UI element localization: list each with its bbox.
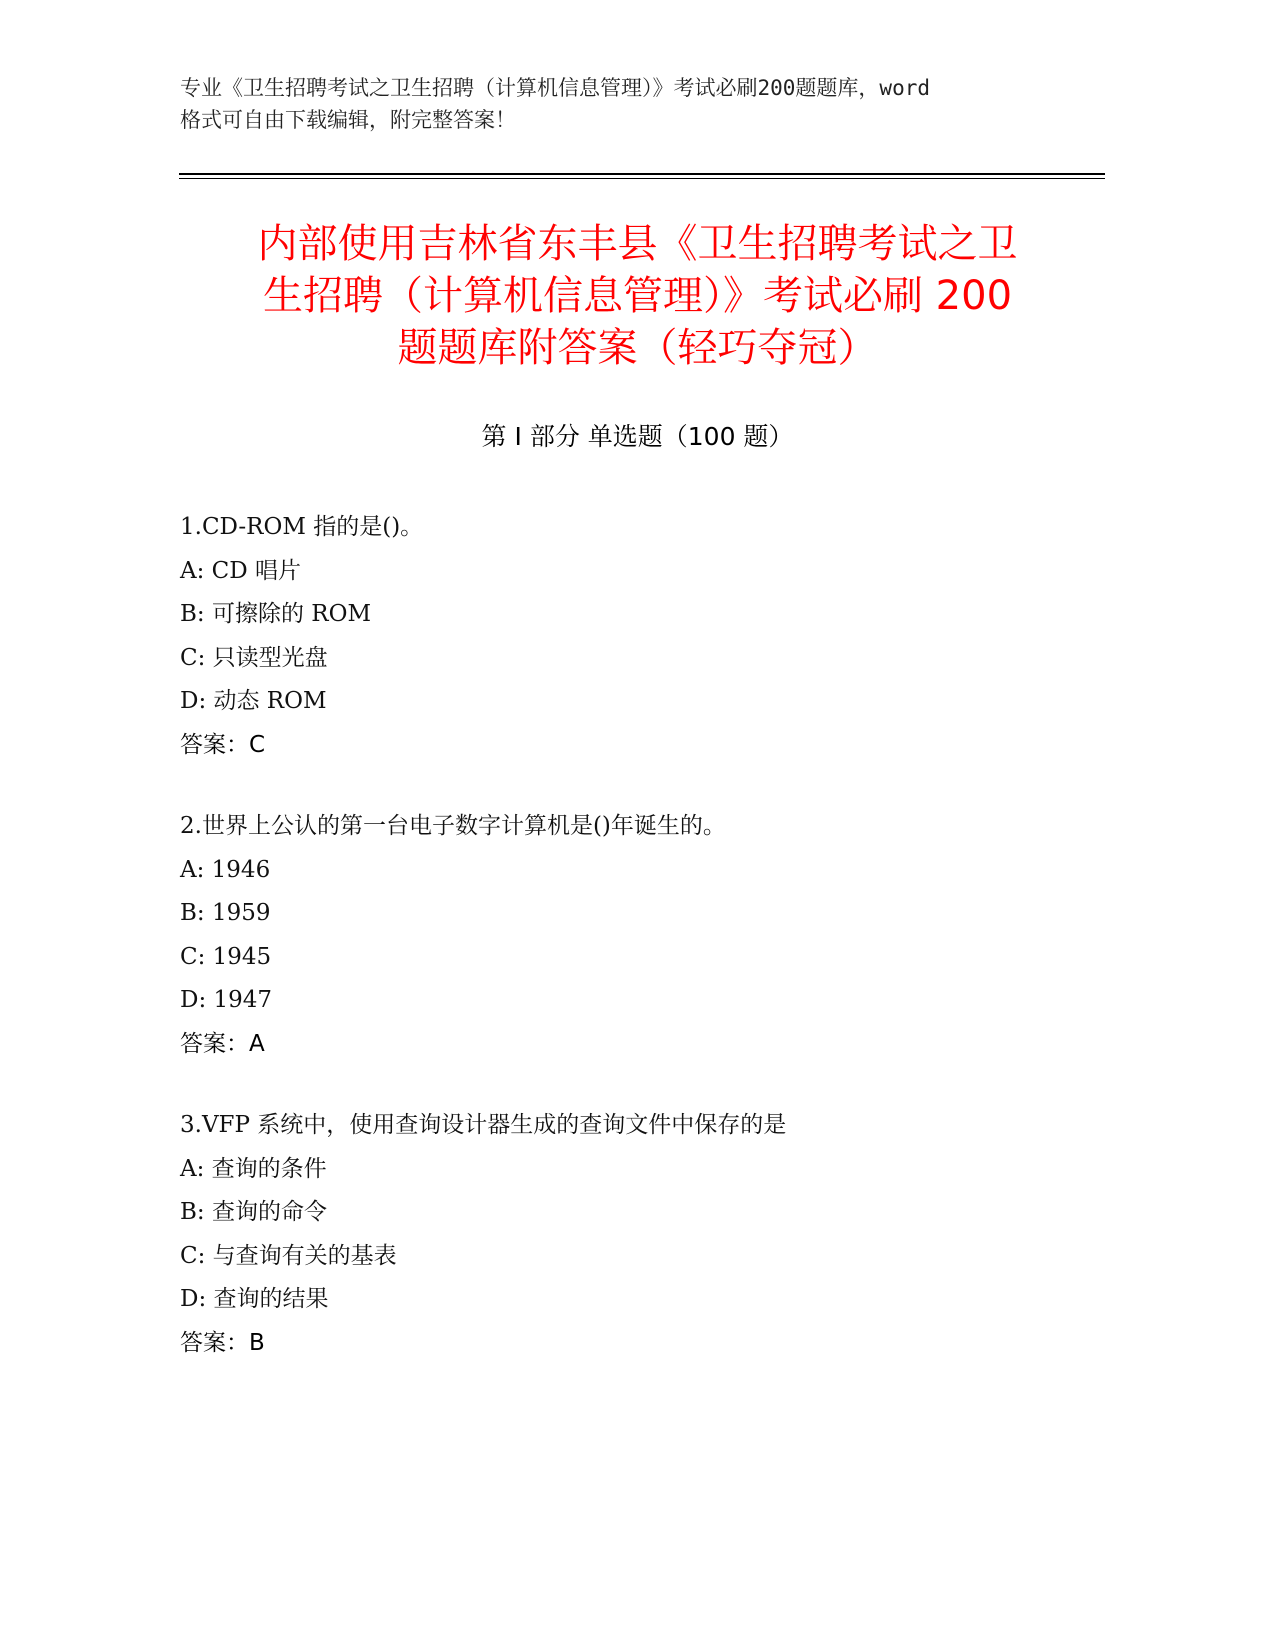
option-b: B: 查询的命令: [180, 1199, 327, 1225]
question-1: [180, 506, 1120, 767]
question-list: [180, 506, 1120, 1403]
answer: 答案：B: [180, 1329, 265, 1356]
option-c: C: 1945: [180, 943, 272, 970]
answer: 答案：A: [180, 1030, 265, 1057]
option-c: C: 与查询有关的基表: [180, 1242, 397, 1269]
header-note-line2: 格式可自由下载编辑，附完整答案！: [180, 108, 516, 132]
document-title: [150, 218, 1125, 374]
option-a: A: 查询的条件: [180, 1155, 327, 1182]
question-stem: 2.世界上公认的第一台电子数字计算机是()年诞生的。: [180, 813, 726, 839]
option-a: A: 1946: [180, 856, 271, 883]
answer: 答案：C: [180, 731, 266, 758]
option-d: D: 1947: [180, 987, 273, 1013]
question-stem: 1.CD-ROM 指的是()。: [180, 514, 424, 540]
header-divider: [179, 173, 1105, 179]
question-stem: 3.VFP 系统中，使用查询设计器生成的查询文件中保存的是: [180, 1112, 787, 1138]
option-c: C: 只读型光盘: [180, 644, 328, 671]
title-line1: 内部使用吉林省东丰县《卫生招聘考试之卫: [257, 221, 1018, 267]
header-note: [180, 72, 1100, 136]
option-a: A: CD 唱片: [180, 557, 302, 584]
section-heading: 第 I 部分 单选题（100 题）: [481, 422, 794, 451]
header-note-line1: 专业《卫生招聘考试之卫生招聘（计算机信息管理）》考试必刷200题题库，word: [180, 76, 930, 100]
question-3: [180, 1104, 1120, 1365]
option-d: D: 动态 ROM: [180, 688, 327, 714]
title-line2: 生招聘（计算机信息管理）》考试必刷 200: [262, 273, 1013, 319]
option-b: B: 可擦除的 ROM: [180, 601, 371, 627]
title-line3: 题题库附答案（轻巧夺冠）: [397, 325, 878, 371]
option-d: D: 查询的结果: [180, 1286, 329, 1312]
option-b: B: 1959: [180, 900, 271, 926]
question-2: [180, 805, 1120, 1066]
